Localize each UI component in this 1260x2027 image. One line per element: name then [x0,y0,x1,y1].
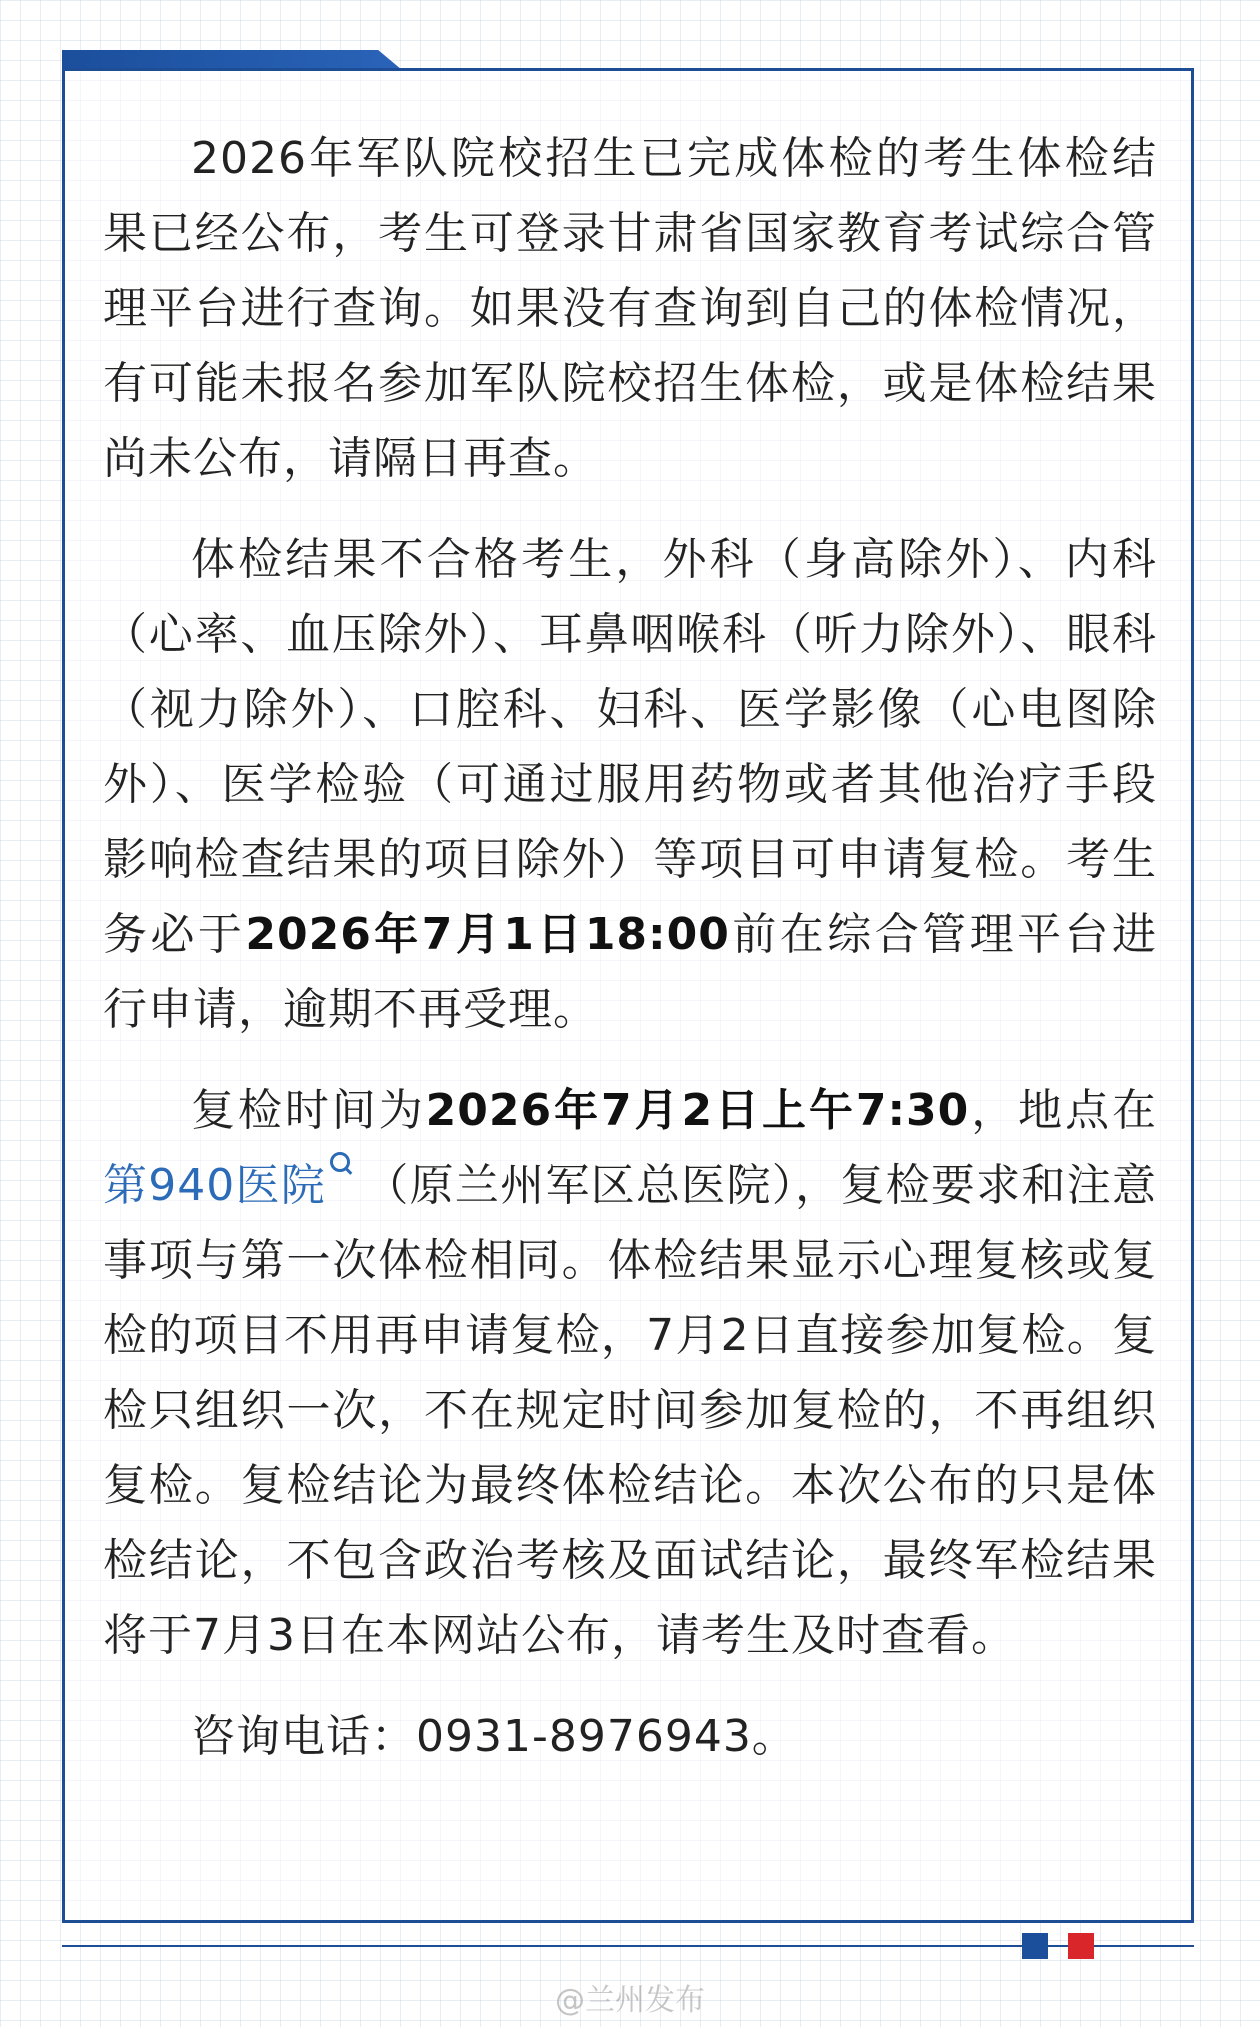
paragraph-3-text-b: ，地点在 [969,1085,1158,1136]
recheck-datetime: 2026年7月2日上午7:30 [425,1085,970,1136]
notice-body [103,121,1157,1800]
watermark: @兰州发布 [555,1983,705,2018]
header-tab-accent [62,50,402,70]
search-icon[interactable] [330,1152,350,1172]
footer-red-square [1068,1933,1094,1959]
paragraph-recheck-time [103,1073,1157,1673]
paragraph-1-text: 2026年军队院校招生已完成体检的考生体检结果已经公布，考生可登录甘肃省国家教育考试综合管理平台进行查询。如果没有查询到自己的体检情况，有可能未报名参加军队院校招生体检，或是体检结果尚未公布，请隔日再查。 [103,133,1157,484]
paragraph-2-text-a: 体检结果不合格考生，外科（身高除外）、内科（心率、血压除外）、耳鼻咽喉科（听力除外）、眼科（视力除外）、口腔科、妇科、医学影像（心电图除外）、医学检验（可通过服用药物或者其他治疗手段影响检查结果的项目除外）等项目可申请复检。考生务必于 [103,534,1157,960]
application-deadline: 2026年7月1日18:00 [245,909,730,960]
footer-blue-square [1022,1933,1048,1959]
paragraph-3-text-a: 复检时间为 [191,1085,426,1136]
paragraph-3-text-c: （原兰州军区总医院），复检要求和注意事项与第一次体检相同。体检结果显示心理复核或复检的项目不用再申请复检，7月2日直接参加复检。复检只组织一次，不在规定时间参加复检的，不再组织复检。复检结论为最终体检结论。本次公布的只是体检结论，不包含政治考核及面试结论，最终军检结果将于7月3日在本网站公布，请考生及时查看。 [103,1160,1157,1661]
notice-frame [62,68,1194,1923]
paragraph-results-published [103,121,1157,496]
paragraph-recheck-application [103,522,1157,1047]
contact-phone-text: 咨询电话：0931-8976943。 [191,1711,797,1762]
paragraph-contact-phone [103,1699,1157,1774]
paragraph-2-text-c: 前在综合管理平台进行申请，逾期不再受理。 [103,909,1157,1035]
hospital-link[interactable]: 第940医院 [103,1160,327,1211]
